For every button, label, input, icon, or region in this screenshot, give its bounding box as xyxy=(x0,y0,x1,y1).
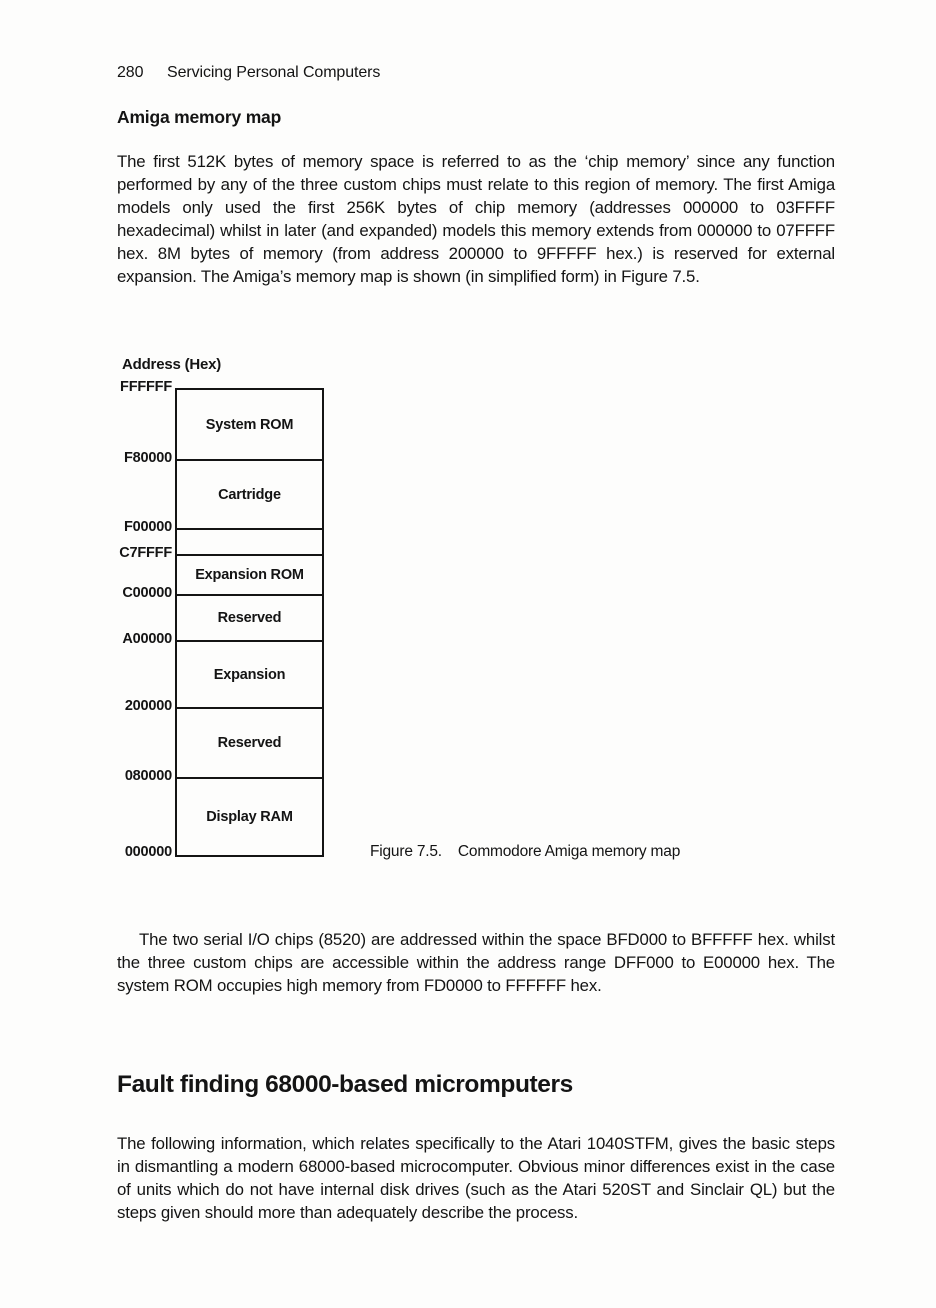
address-label-c7ffff: C7FFFF xyxy=(119,545,172,561)
paragraph-chip-memory: The first 512K bytes of memory space is referred to as the ‘chip memory’ since any function performed by any of the three custom chips must relate to this region of memory. The first Amiga models only used the first 256K bytes of chip memory (addresses 000000 to 03FFFF hexadecimal) whilst in later (and expanded) models this memory extends from 000000 to 07FFFF hex. 8M bytes of memory (from address 200000 to 9FFFFF hex.) is reserved for external expansion. The Amiga’s memory map is shown (in simplified form) in Figure 7.5. xyxy=(117,152,835,286)
memory-segment-display-ram xyxy=(177,779,322,855)
memory-segment-reserved xyxy=(177,709,322,779)
memory-segment-expansion xyxy=(177,642,322,709)
section-heading-fault-finding: Fault finding 68000-based micromputers xyxy=(117,1071,573,1098)
figure-caption-text: Commodore Amiga memory map xyxy=(457,843,681,860)
running-header xyxy=(117,64,380,82)
paragraph-serial-io-chips: The two serial I/O chips (8520) are addressed within the space BFD000 to BFFFFF hex. whilst the three custom chips are accessible within the address range DFF000 to E00000 hex. The system ROM occupies high memory from FD0000 to FFFFFF hex. xyxy=(117,930,835,995)
segment-label: Reserved xyxy=(217,610,282,626)
figure-caption-label: Figure 7.5. xyxy=(370,843,442,860)
address-label-200000: 200000 xyxy=(124,698,172,714)
address-label-c00000: C00000 xyxy=(122,585,172,601)
paragraph-fault-finding: The following information, which relates specifically to the Atari 1040STFM, gives the basic steps in dismantling a modern 68000-based microcomputer. Obvious minor differences exist in the case of units which do not have internal disk drives (such as the Atari 520ST and Sinclair QL) but the steps given should more than adequately describe the process. xyxy=(117,1134,835,1222)
memory-segment-expansion-rom xyxy=(177,556,322,596)
address-label-a00000: A00000 xyxy=(122,631,172,647)
memory-segment-system-rom xyxy=(177,390,322,461)
address-labels-column xyxy=(117,379,172,860)
section-heading-amiga-memory-map: Amiga memory map xyxy=(117,107,282,127)
memory-segment-reserved xyxy=(177,596,322,642)
memory-segment-cartridge xyxy=(177,461,322,530)
figure-caption xyxy=(370,843,680,861)
memory-map-box xyxy=(175,388,324,857)
address-label-f80000: F80000 xyxy=(124,450,172,466)
segment-label: System ROM xyxy=(205,416,294,433)
axis-label-address-hex: Address (Hex) xyxy=(122,356,222,373)
figure-memory-map xyxy=(117,356,835,866)
running-header-title: Servicing Personal Computers xyxy=(167,64,381,81)
segment-label: Display RAM xyxy=(206,809,293,825)
address-label-ffffff: FFFFFF xyxy=(120,379,172,395)
segment-label: Expansion ROM xyxy=(195,567,304,583)
page-number: 280 xyxy=(117,64,144,81)
address-label-f00000: F00000 xyxy=(124,519,172,535)
memory-segment-unlabelled xyxy=(177,530,322,556)
segment-label: Expansion xyxy=(213,666,286,683)
segment-label: Cartridge xyxy=(218,486,281,503)
address-label-000000: 000000 xyxy=(124,844,172,860)
segment-label: Reserved xyxy=(217,735,282,751)
address-label-080000: 080000 xyxy=(124,768,172,784)
